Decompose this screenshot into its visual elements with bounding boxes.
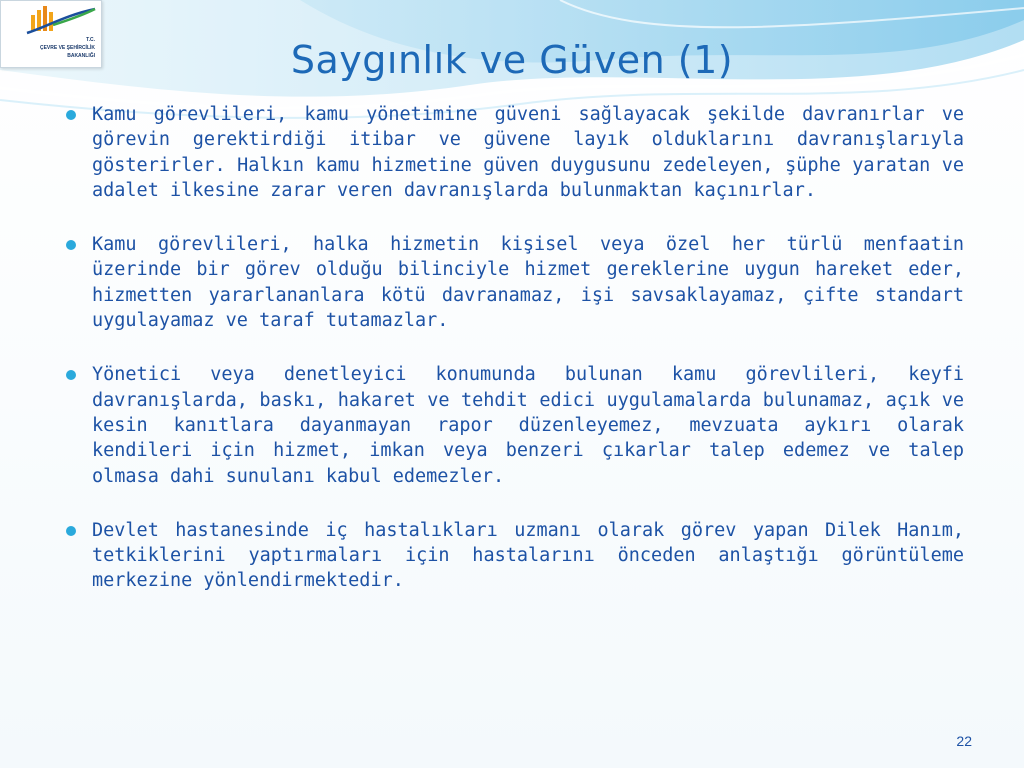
bullet-list xyxy=(62,102,964,623)
bullet-dot-icon xyxy=(66,370,76,380)
logo-text-bakanlik: BAKANLIĞI xyxy=(67,53,95,59)
building-logo-icon xyxy=(1,1,101,37)
bullet-item xyxy=(62,232,964,333)
bullet-text: Devlet hastanesinde iç hastalıkları uzmanı olarak görev yapan Dilek Hanım, tetkiklerini yaptırmaları için hastalarını önceden anlaştığı görüntüleme merkezine yönlendirmektedir. xyxy=(92,519,964,592)
logo-text-ministry: ÇEVRE VE ŞEHİRCİLİK xyxy=(39,45,95,51)
logo-text-tc: T.C. xyxy=(86,37,95,43)
bullet-text: Kamu görevlileri, kamu yönetimine güveni sağlayacak şekilde davranırlar ve görevin gerektirdiği itibar ve güvene layık olduklarını davranışlarıyla gösterirler. Halkın kamu hizmetine güven duygusunu zedeleyen, şüphe yaratan ve adalet ilkesine zarar veren davranışlarda bulunmaktan kaçınırlar. xyxy=(92,104,964,201)
bullet-item xyxy=(62,518,964,594)
bullet-dot-icon xyxy=(66,526,76,536)
slide-title: Saygınlık ve Güven (1) xyxy=(290,38,734,82)
page-number: 22 xyxy=(956,733,972,749)
bullet-item xyxy=(62,362,964,488)
bullet-dot-icon xyxy=(66,110,76,120)
bullet-dot-icon xyxy=(66,240,76,250)
bullet-text: Kamu görevlileri, halka hizmetin kişisel veya özel her türlü menfaatin üzerinde bir görev olduğu bilinciyle hizmet gereklerine uygun hareket eder, hizmetten yararlananlara kötü davranamaz, işi savsaklayamaz, çifte standart uygulayamaz ve taraf tutamazlar. xyxy=(92,234,964,332)
bullet-item xyxy=(62,102,964,203)
bullet-text: Yönetici veya denetleyici konumunda bulunan kamu görevlileri, keyfi davranışlarda, baskı, hakaret ve tehdit edici uygulamalarda bulunamaz, açık ve kesin kanıtlara dayanmayan rapor düzenleyemez, mevzuata aykırı olarak kendileri için hizmet, imkan veya benzeri çıkarlar talep edemez ve talep olmasa dahi sunulanı kabul edemezler. xyxy=(92,364,964,487)
